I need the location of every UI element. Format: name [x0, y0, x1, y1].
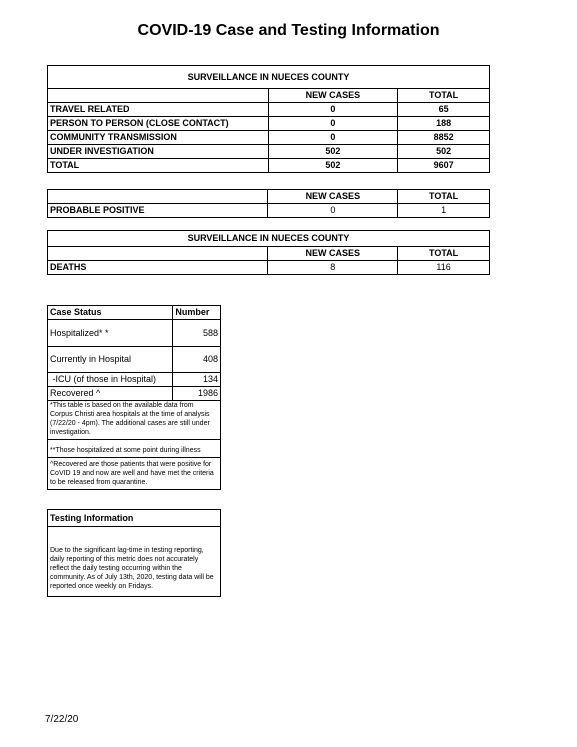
table-row — [48, 117, 490, 131]
table-header: SURVEILLANCE IN NUECES COUNTY — [48, 66, 490, 89]
row-label: -ICU (of those in Hospital) — [48, 373, 173, 387]
case-status-notes — [47, 387, 221, 490]
page-title: COVID-19 Case and Testing Information — [137, 22, 440, 39]
testing-header: Testing Information — [48, 510, 220, 527]
table-header: SURVEILLANCE IN NUECES COUNTY — [48, 231, 490, 247]
row-new: 502 — [268, 145, 398, 159]
table-row — [48, 204, 490, 218]
row-label: PERSON TO PERSON (CLOSE CONTACT) — [48, 117, 269, 131]
table-row — [48, 159, 490, 173]
row-label: Hospitalized* * — [48, 320, 173, 347]
col-number: Number — [173, 306, 221, 320]
row-label: PROBABLE POSITIVE — [48, 204, 268, 218]
row-total: 9607 — [398, 159, 490, 173]
row-total: 116 — [398, 261, 490, 275]
col-new-cases: NEW CASES — [268, 247, 398, 261]
row-new: 502 — [268, 159, 398, 173]
row-new: 0 — [268, 131, 398, 145]
row-total: 8852 — [398, 131, 490, 145]
row-total: 502 — [398, 145, 490, 159]
row-value: 408 — [173, 347, 221, 373]
surveillance-table — [47, 65, 490, 173]
testing-body: Due to the significant lag-time in testing reporting, daily reporting of this metric does not accurately reflect the daily testing occurring within the community. As of July 13th, 2020, testing data will be reported once weekly on Fridays. — [50, 547, 214, 590]
col-total: TOTAL — [398, 190, 490, 204]
row-new: 0 — [268, 103, 398, 117]
table-row — [48, 247, 490, 261]
table-row — [48, 347, 221, 373]
table-row — [48, 145, 490, 159]
testing-info-box — [47, 509, 221, 597]
probable-table — [47, 189, 490, 218]
row-label: Currently in Hospital — [48, 347, 173, 373]
deaths-table — [47, 230, 490, 275]
table-row — [48, 373, 221, 387]
col-new-cases: NEW CASES — [268, 89, 398, 103]
hospital-data-note: *This table is based on the available data from Corpus Christi area hospitals at the time of analysis (7/22/20 - 4pm). The additional cases are still under investigation. — [48, 387, 220, 440]
table-row — [48, 103, 490, 117]
table-header-row — [48, 66, 490, 89]
table-header-row — [48, 306, 221, 320]
row-total: 1 — [398, 204, 490, 218]
row-label: TRAVEL RELATED — [48, 103, 269, 117]
row-label: Recovered ^ — [48, 387, 173, 401]
table-row — [48, 190, 490, 204]
row-value: 1986 — [173, 387, 221, 401]
row-new: 0 — [268, 204, 398, 218]
col-case-status: Case Status — [48, 306, 173, 320]
table-header-row — [48, 231, 490, 247]
row-value: 588 — [173, 320, 221, 347]
row-new: 0 — [268, 117, 398, 131]
table-row — [48, 131, 490, 145]
table-row — [48, 261, 490, 275]
row-total: 65 — [398, 103, 490, 117]
row-label: COMMUNITY TRANSMISSION — [48, 131, 269, 145]
col-total: TOTAL — [398, 247, 490, 261]
row-label: DEATHS — [48, 261, 268, 275]
col-new-cases: NEW CASES — [268, 190, 398, 204]
table-row — [48, 89, 490, 103]
col-total: TOTAL — [398, 89, 490, 103]
row-total: 188 — [398, 117, 490, 131]
table-row — [48, 320, 221, 347]
row-label: UNDER INVESTIGATION — [48, 145, 269, 159]
recovered-note: ^Recovered are those patients that were positive for CoVID 19 and now are well and have met the criteria to be released from quarantine. — [50, 461, 214, 486]
hospitalized-note: **Those hospitalized at some point during illness — [48, 440, 220, 458]
row-label: TOTAL — [48, 159, 269, 173]
row-new: 8 — [268, 261, 398, 275]
row-value: 134 — [173, 373, 221, 387]
page-date: 7/22/20 — [45, 714, 79, 725]
